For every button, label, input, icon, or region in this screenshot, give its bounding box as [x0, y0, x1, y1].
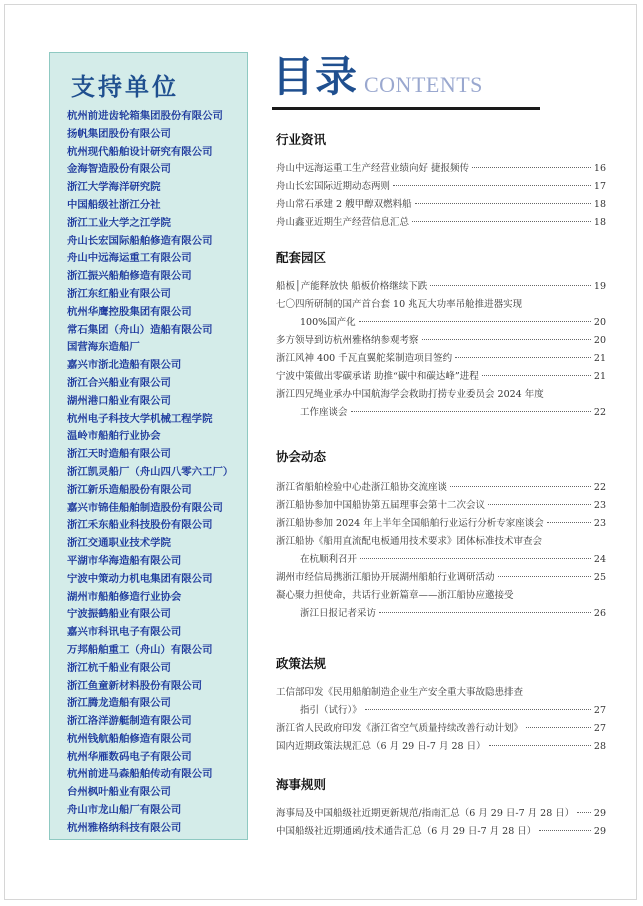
supporter-item: 台州枫叶船业有限公司 [67, 786, 171, 799]
toc-page-number: 28 [593, 741, 606, 752]
toc-entry-title: 舟山中远海运重工生产经营业绩向好 捷报频传 [276, 163, 470, 174]
toc-page-number: 25 [593, 572, 606, 583]
toc-entry-title: 国内近期政策法规汇总（6 月 29 日-7 月 28 日） [276, 741, 486, 752]
toc-entry[interactable] [300, 552, 606, 568]
toc-entry[interactable] [276, 369, 606, 385]
toc-entry-title: 浙江日报记者采访 [300, 608, 377, 619]
dot-leader [472, 167, 591, 168]
toc-entry-title: 多方领导到访杭州雅格纳参观考察 [276, 335, 419, 346]
supporter-item: 浙江合兴船业有限公司 [67, 376, 171, 389]
toc-entry-title: 浙江省人民政府印发《浙江省空气质量持续改善行动计划》 [276, 723, 524, 734]
supporter-item: 浙江交通职业技术学院 [67, 537, 171, 550]
toc-entry-title: 在杭顺利召开 [300, 554, 358, 565]
supporter-item: 浙江鱼童新材料股份有限公司 [67, 679, 203, 692]
toc-page-number: 20 [593, 317, 606, 328]
toc-page-number: 22 [593, 407, 606, 418]
dot-leader [430, 285, 591, 286]
toc-page-number: 21 [593, 353, 606, 364]
toc-page-number: 29 [593, 808, 606, 819]
supporter-item: 浙江凯灵船厂（舟山四八零六工厂） [67, 465, 234, 478]
dot-leader [393, 185, 591, 186]
toc-entry-title: 100%国产化 [300, 317, 356, 328]
dot-leader [365, 709, 591, 710]
dot-leader [455, 357, 591, 358]
supporter-item: 嘉兴市锦佳船舶制造股份有限公司 [67, 501, 223, 514]
toc-entry-title: 浙江风神 400 千瓦直翼舵桨制造项目签约 [276, 353, 453, 364]
dot-leader [547, 522, 591, 523]
toc-entry-title: 浙江船协参加 2024 年上半年全国船舶行业运行分析专家座谈会 [276, 518, 544, 529]
dot-leader [379, 612, 591, 613]
toc-entry[interactable] [276, 498, 606, 514]
supporter-item: 常石集团（舟山）造船有限公司 [67, 323, 213, 336]
dot-leader [526, 727, 591, 728]
toc-title: 目录 [272, 52, 359, 101]
toc-page-number: 20 [593, 335, 606, 346]
toc-section-heading: 行业资讯 [276, 132, 327, 147]
supporter-item: 浙江振兴船舶修造有限公司 [67, 270, 192, 283]
dot-leader [450, 486, 591, 487]
toc-subtitle: CONTENTS [364, 72, 483, 97]
toc-entry[interactable] [276, 480, 606, 496]
toc-page-number: 18 [593, 217, 606, 228]
title-rule [272, 107, 540, 110]
toc-entry[interactable] [276, 516, 606, 532]
toc-entry[interactable] [276, 806, 606, 822]
supporter-item: 浙江洛洋游艇制造有限公司 [67, 715, 192, 728]
supporter-item: 浙江天时造船有限公司 [67, 448, 171, 461]
toc-section-heading: 协会动态 [276, 449, 327, 464]
supporter-item: 宁波振鹤船业有限公司 [67, 608, 171, 621]
toc-entry[interactable] [276, 351, 606, 367]
toc-page-number: 29 [593, 826, 606, 837]
supporter-item: 舟山市龙山船厂有限公司 [67, 804, 182, 817]
supporter-item: 杭州华雁数码电子有限公司 [67, 750, 192, 763]
toc-entry[interactable] [300, 606, 606, 622]
dot-leader [498, 576, 591, 577]
toc-page-number: 19 [593, 281, 606, 292]
toc-entry-title: 海事局及中国船级社近期更新规范/指南汇总（6 月 29 日-7 月 28 日） [276, 808, 575, 819]
supporter-item: 杭州前进齿轮箱集团股份有限公司 [67, 110, 223, 122]
supporter-item: 国营海东造船厂 [67, 341, 140, 354]
toc-entry[interactable] [276, 721, 606, 737]
toc-entry-title: 工作座谈会 [300, 407, 348, 418]
toc-entry-title[interactable]: 工信部印发《民用船舶制造企业生产安全重大事故隐患排查 [276, 687, 524, 698]
toc-entry-title[interactable]: 凝心聚力担使命，共话行业新篇章——浙江船协应邀接受 [276, 590, 514, 601]
supporter-item: 舟山长宏国际船舶修造有限公司 [67, 234, 213, 247]
supporters-title: 支持单位 [71, 72, 179, 101]
toc-entry-title: 中国船级社近期通函/技术通告汇总（6 月 29 日-7 月 28 日） [276, 826, 537, 837]
toc-entry[interactable] [300, 405, 606, 421]
supporter-item: 杭州前进马森船舶传动有限公司 [67, 768, 213, 781]
toc-entry-title[interactable]: 浙江四兄绳业承办中国航海学会救助打捞专业委员会 2024 年度 [276, 389, 544, 400]
toc-entry[interactable] [276, 161, 606, 177]
dot-leader [482, 375, 591, 376]
supporter-item: 浙江新乐造船股份有限公司 [67, 483, 192, 496]
toc-entry-title: 浙江船协参加中国船协第五届理事会第十二次会议 [276, 500, 486, 511]
toc-entry[interactable] [300, 703, 606, 719]
supporter-item: 湖州港口船业有限公司 [67, 394, 171, 407]
toc-entry[interactable] [276, 179, 606, 195]
dot-leader [415, 203, 591, 204]
supporter-item: 杭州雅格纳科技有限公司 [67, 821, 182, 834]
toc-page-number: 27 [593, 705, 606, 716]
supporter-item: 浙江工业大学之江学院 [67, 216, 171, 229]
toc-page-number: 22 [593, 482, 606, 493]
toc-entry[interactable] [276, 824, 606, 840]
toc-entry[interactable] [276, 197, 606, 213]
supporter-item: 嘉兴市浙北造船有限公司 [67, 359, 182, 372]
dot-leader [422, 339, 591, 340]
dot-leader [412, 221, 591, 222]
supporter-item: 浙江东红船业有限公司 [67, 287, 171, 300]
dot-leader [489, 745, 591, 746]
dot-leader [539, 830, 591, 831]
dot-leader [360, 558, 591, 559]
dot-leader [359, 321, 591, 322]
toc-page-number: 21 [593, 371, 606, 382]
toc-page-number: 26 [593, 608, 606, 619]
toc-entry[interactable] [276, 570, 606, 586]
toc-entry-title: 船板│产能释放快 船板价格继续下跌 [276, 281, 428, 292]
supporter-item: 宁波中策动力机电集团有限公司 [67, 572, 213, 585]
supporter-item: 舟山中远海运重工有限公司 [67, 252, 192, 265]
dot-leader [577, 812, 591, 813]
supporter-item: 湖州市船舶修造行业协会 [67, 590, 182, 603]
toc-section-heading: 政策法规 [276, 656, 327, 671]
toc-entry[interactable] [276, 333, 606, 349]
toc-entry-title: 指引（试行）》 [300, 705, 362, 716]
supporter-item: 温岭市船舶行业协会 [67, 430, 161, 443]
supporters-list [67, 108, 233, 838]
toc-entry[interactable] [276, 739, 606, 755]
toc-entry-title: 舟山鑫亚近期生产经营信息汇总 [276, 217, 410, 228]
supporter-item: 万邦船舶重工（舟山）有限公司 [67, 643, 213, 656]
toc-page-number: 17 [593, 181, 606, 192]
supporter-item: 浙江杭千船业有限公司 [67, 661, 171, 674]
toc-entry[interactable] [276, 215, 606, 231]
toc-page-number: 23 [593, 500, 606, 511]
supporter-item: 杭州华鹰控股集团有限公司 [67, 305, 192, 318]
toc-page-number: 27 [593, 723, 606, 734]
supporter-item: 浙江腾龙造船有限公司 [67, 697, 171, 710]
supporter-item: 浙江大学海洋研究院 [67, 181, 161, 194]
toc-page-number: 16 [593, 163, 606, 174]
toc-entry-title: 浙江省船舶检验中心赴浙江船协交流座谈 [276, 482, 448, 493]
toc-section-heading: 海事规则 [276, 777, 327, 792]
toc-entry-title: 舟山长宏国际近期动态两则 [276, 181, 391, 192]
dot-leader [351, 411, 591, 412]
supporter-item: 中国船级社浙江分社 [67, 198, 161, 211]
supporter-item: 嘉兴市科讯电子有限公司 [67, 626, 182, 639]
supporter-item: 金海智造股份有限公司 [67, 163, 171, 176]
toc-entry[interactable] [300, 315, 606, 331]
supporter-item: 浙江禾东船业科技股份有限公司 [67, 519, 213, 532]
toc-entry-title[interactable]: 浙江船协《船用直流配电板通用技术要求》团体标准技术审查会 [276, 536, 543, 547]
toc-page-number: 23 [593, 518, 606, 529]
toc-entry-title: 湖州市经信局携浙江船协开展湖州船舶行业调研活动 [276, 572, 495, 583]
toc-page-number: 18 [593, 199, 606, 210]
supporter-item: 杭州钱航船舶修造有限公司 [67, 732, 192, 745]
toc-section-heading: 配套园区 [276, 250, 327, 265]
toc-entry[interactable] [276, 279, 606, 295]
supporter-item: 杭州电子科技大学机械工程学院 [67, 412, 213, 425]
supporter-item: 杭州现代船舶设计研究有限公司 [67, 145, 213, 158]
toc-page-number: 24 [593, 554, 606, 565]
toc-entry-title: 舟山常石承建 2 艘甲醇双燃料船 [276, 199, 412, 210]
toc-entry-title: 宁波中策做出零碳承诺 助推“碳中和碳达峰”进程 [276, 371, 479, 382]
supporter-item: 平湖市华海造船有限公司 [67, 554, 182, 567]
supporter-item: 扬帆集团股份有限公司 [67, 127, 171, 140]
dot-leader [488, 504, 591, 505]
toc-entry-title[interactable]: 七〇四所研制的国产首台套 10 兆瓦大功率吊舱推进器实现 [276, 299, 523, 310]
